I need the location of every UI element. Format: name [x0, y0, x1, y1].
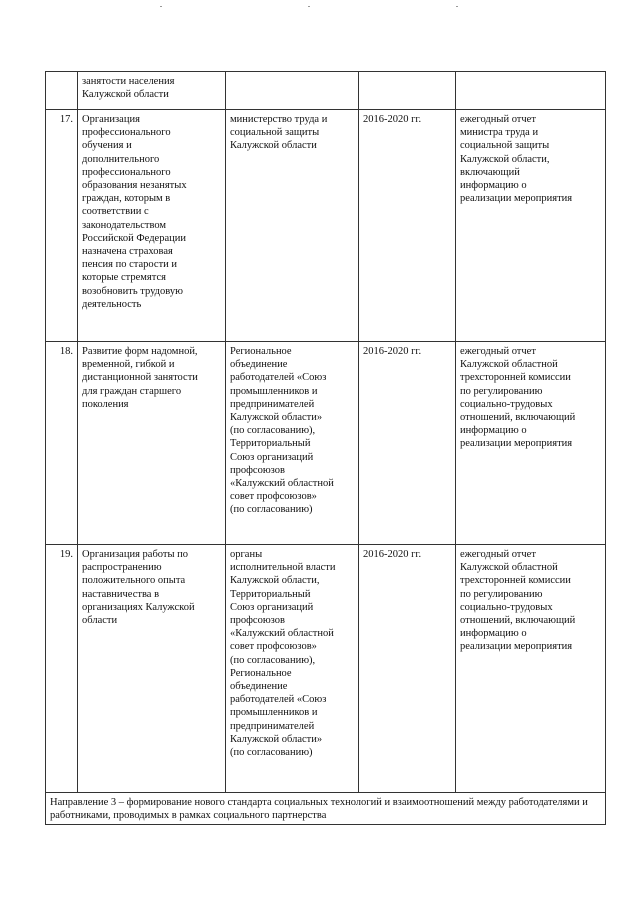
activity-cell: Развитие форм надомной, временной, гибкой и дистанционной занятости для граждан старшего поколения	[78, 342, 226, 545]
executor-cell: министерство труда и социальной защиты Калужской области	[226, 110, 359, 342]
executor-cell: органы исполнительной власти Калужской области, Территориальный Союз организаций профсоюзов «Калужский областной совет профсоюзов» (по согласованию), Региональное объединение работодателей «Союз промышленников и предпринимателей Калужской области» (по согласованию)	[226, 545, 359, 793]
executor-cell	[226, 72, 359, 110]
activity-cell: Организация работы по распространению положительного опыта наставничества в организациях Калужской области	[78, 545, 226, 793]
scan-mark	[160, 6, 162, 7]
table-row	[46, 72, 606, 110]
period-cell: 2016-2020 гг.	[359, 342, 456, 545]
period-cell: 2016-2020 гг.	[359, 110, 456, 342]
table-row	[46, 110, 606, 342]
direction-row	[46, 793, 606, 825]
table-row	[46, 342, 606, 545]
row-number: 18.	[46, 342, 78, 545]
reporting-cell: ежегодный отчет Калужской областной трехсторонней комиссии по регулированию социально-трудовых отношений, включающий информацию о реализации мероприятия	[456, 545, 606, 793]
row-number: 17.	[46, 110, 78, 342]
reporting-cell: ежегодный отчет министра труда и социальной защиты Калужской области, включающий информацию о реализации мероприятия	[456, 110, 606, 342]
reporting-cell: ежегодный отчет Калужской областной трехсторонней комиссии по регулированию социально-трудовых отношений, включающий информацию о реализации мероприятия	[456, 342, 606, 545]
direction-heading: Направление 3 – формирование нового стандарта социальных технологий и взаимоотношений между работодателями и работниками, проводимых в рамках социального партнерства	[46, 793, 606, 825]
activities-table	[45, 71, 606, 825]
activity-cell: занятости населения Калужской области	[78, 72, 226, 110]
table-row	[46, 545, 606, 793]
executor-cell: Региональное объединение работодателей «Союз промышленников и предпринимателей Калужской области» (по согласованию), Территориальный Союз организаций профсоюзов «Калужский областной совет профсоюзов» (по согласованию)	[226, 342, 359, 545]
row-number	[46, 72, 78, 110]
reporting-cell	[456, 72, 606, 110]
period-cell	[359, 72, 456, 110]
scan-mark	[308, 6, 310, 7]
row-number: 19.	[46, 545, 78, 793]
scan-mark	[456, 6, 458, 7]
activity-cell: Организация профессионального обучения и дополнительного профессионального образования незанятых граждан, которым в соответствии с законодательством Российской Федерации назначена страховая пенсия по старости и которые стремятся возобновить трудовую деятельность	[78, 110, 226, 342]
period-cell: 2016-2020 гг.	[359, 545, 456, 793]
